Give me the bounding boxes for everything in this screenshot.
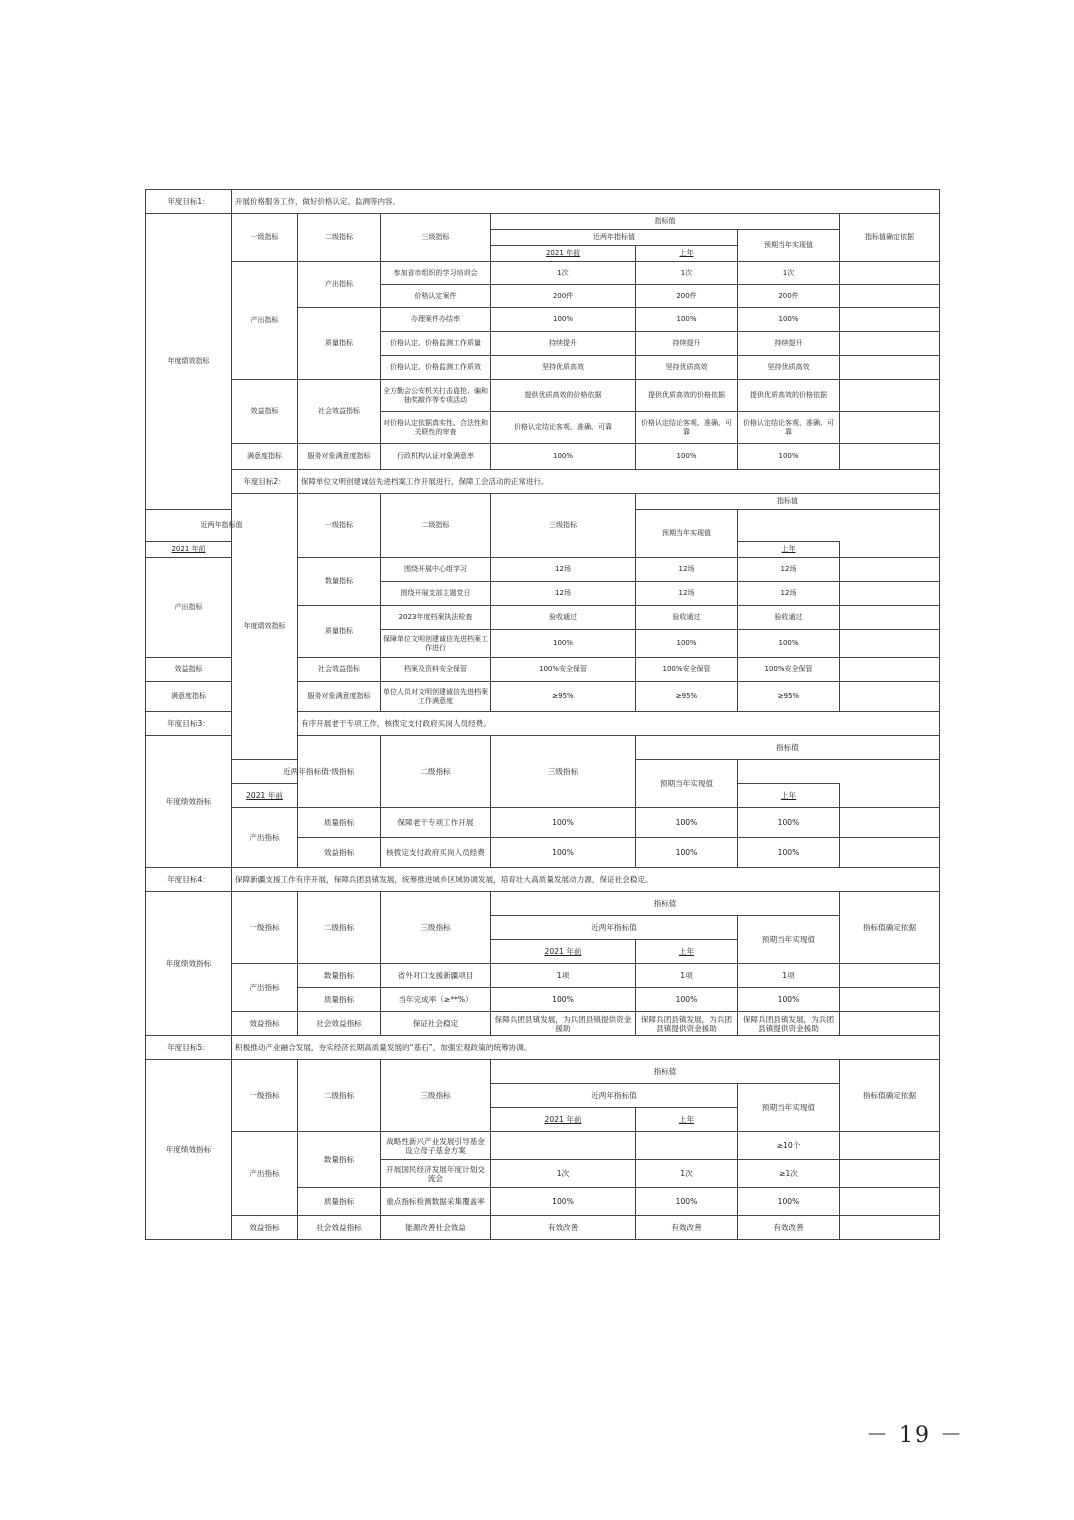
value-cell: 坚持优质高效	[491, 356, 636, 380]
goal-label: 年度目标3：	[146, 712, 232, 736]
value-cell: 验收通过	[636, 606, 738, 630]
level2-satisfaction: 服务对象满意度指标	[298, 682, 381, 712]
value-cell: 保障兵团县镇发展，为兵团县镇提供资金援助	[491, 1012, 636, 1036]
goal-text: 保障单位文明创建诚信先进档案工作开展进行，保障工会活动的正常进行。	[298, 470, 940, 494]
header-recent-two-years: 近两年指标值	[491, 230, 738, 246]
value-cell: 有效改善	[636, 1216, 738, 1240]
level1-benefit: 效益指标	[146, 658, 232, 682]
basis-cell	[840, 1160, 940, 1188]
level3-cell: 对价格认定依据真实性、合法性和关联性的审查	[381, 412, 491, 444]
value-cell: 100%	[491, 838, 636, 868]
header-expected: 预期当年实现值	[636, 510, 738, 558]
value-cell: 保障兵团县镇发展，为兵团县镇提供资金援助	[738, 1012, 840, 1036]
level2-cell: 质量指标	[298, 808, 381, 838]
basis-cell	[840, 582, 940, 606]
header-level1: 一级指标	[232, 214, 298, 262]
level2-social: 社会效益指标	[298, 380, 381, 444]
level3-cell: 参加省市组织的学习培训会	[381, 262, 491, 285]
value-cell	[636, 1132, 738, 1160]
level1-output: 产出指标	[146, 558, 232, 658]
value-cell: 有效改善	[491, 1216, 636, 1240]
level2-quality: 质量指标	[298, 308, 381, 380]
header-expected: 预期当年实现值	[738, 916, 840, 964]
basis-cell	[840, 606, 940, 630]
level3-cell: 办理案件办结率	[381, 308, 491, 332]
level2-cell: 数量指标	[298, 964, 381, 988]
value-cell: 价格认定结论客观、准确、可靠	[491, 412, 636, 444]
level3-cell: 2023年度档案执法检查	[381, 606, 491, 630]
level2-quality: 质量指标	[298, 606, 381, 658]
level2-quantity: 产出指标	[298, 262, 381, 308]
value-cell: 12场	[738, 582, 840, 606]
basis-cell	[840, 682, 940, 712]
value-cell: 100%安全保管	[636, 658, 738, 682]
header-last-year: 上年	[636, 246, 738, 262]
level3-cell: 围绕开展中心组学习	[381, 558, 491, 582]
value-cell: 100%	[738, 308, 840, 332]
level2-cell: 质量指标	[298, 988, 381, 1012]
level1-satisfaction: 满意度指标	[232, 444, 298, 470]
level3-cell: 核拨定支付政府买岗人员经费	[381, 838, 491, 868]
value-cell: 提供优质高效的价格依据	[738, 380, 840, 412]
header-year-before: 2021 年前	[146, 542, 232, 558]
header-expected: 预期当年实现值	[636, 760, 738, 808]
header-level2: 二级指标	[298, 214, 381, 262]
level3-cell: 行政机构认证对象满意率	[381, 444, 491, 470]
header-level1: 一级指标	[298, 494, 381, 558]
header-level2: 二级指标	[381, 736, 491, 808]
value-cell: ≥10个	[738, 1132, 840, 1160]
basis-cell	[840, 988, 940, 1012]
perf-indicator-label: 年度绩效指标	[146, 736, 232, 868]
level1-output: 产出指标	[232, 808, 298, 868]
header-recent-two-years: 近两年指标值	[491, 1084, 738, 1108]
value-cell: 12场	[636, 558, 738, 582]
basis-cell	[840, 838, 940, 868]
header-year-before: 2021 年前	[232, 784, 298, 808]
basis-cell	[840, 808, 940, 838]
header-level2: 二级指标	[298, 892, 381, 964]
perf-indicator-label: 年度绩效指标	[232, 494, 298, 760]
performance-table	[145, 189, 940, 1240]
basis-cell	[840, 558, 940, 582]
basis-cell	[840, 630, 940, 658]
value-cell: 坚持优质高效	[636, 356, 738, 380]
value-cell: 1次	[636, 1160, 738, 1188]
header-recent-two-years: 近两年指标值	[146, 510, 298, 542]
goal-text: 积极推动产业融合发展，夯实经济长期高质量发展的“基石”，加强宏观政策的统筹协调。	[232, 1036, 940, 1060]
header-last-year: 上年	[636, 1108, 738, 1132]
goal-text: 保障新疆支援工作有序开展，保障兵团县镇发展，统筹推进城乡区域协调发展，培育壮大高质量发展动力源，保证社会稳定。	[232, 868, 940, 892]
value-cell: 价格认定结论客观、准确、可靠	[738, 412, 840, 444]
level3-cell: 能源改善社会效益	[381, 1216, 491, 1240]
perf-indicator-label: 年度绩效指标	[146, 1060, 232, 1240]
value-cell: 100%	[738, 444, 840, 470]
value-cell: 100%	[636, 1188, 738, 1216]
level1-benefit: 效益指标	[232, 1216, 298, 1240]
value-cell: 1次	[491, 1160, 636, 1188]
header-expected: 预期当年实现值	[738, 230, 840, 262]
level3-cell: 档案及资料安全保管	[381, 658, 491, 682]
value-cell: 提供优质高效的价格依据	[491, 380, 636, 412]
value-cell: 12场	[491, 558, 636, 582]
value-cell: 100%	[491, 444, 636, 470]
level3-cell: 当年完成率（≥**%）	[381, 988, 491, 1012]
level1-benefit: 效益指标	[232, 1012, 298, 1036]
goal-row	[146, 470, 940, 494]
value-cell: 1次	[636, 262, 738, 285]
level2-social: 社会效益指标	[298, 1216, 381, 1240]
level3-cell: 保障单位文明创建诚信先进档案工作进行	[381, 630, 491, 658]
basis-cell	[840, 1188, 940, 1216]
header-level3: 三级指标	[381, 1060, 491, 1132]
value-cell: 验收通过	[491, 606, 636, 630]
level3-cell: 价格认定案件	[381, 285, 491, 308]
value-cell: 100%	[636, 838, 738, 868]
level1-output: 产出指标	[232, 1132, 298, 1216]
header-level1: 一级指标	[298, 736, 381, 808]
level3-cell: 省外对口支援新疆项目	[381, 964, 491, 988]
header-level3: 三级指标	[491, 494, 636, 558]
value-cell: 100%	[636, 808, 738, 838]
value-cell: ≥95%	[491, 682, 636, 712]
level3-cell: 围绕开展支部主题党日	[381, 582, 491, 606]
value-cell: 100%	[491, 808, 636, 838]
basis-cell	[840, 1216, 940, 1240]
value-cell: ≥95%	[738, 682, 840, 712]
value-cell: 100%	[491, 988, 636, 1012]
value-cell: 价格认定结论客观、准确、可靠	[636, 412, 738, 444]
header-indicator-value: 指标值	[636, 736, 940, 760]
value-cell: 坚持优质高效	[738, 356, 840, 380]
value-cell: 12场	[491, 582, 636, 606]
basis-cell	[840, 964, 940, 988]
value-cell	[491, 1132, 636, 1160]
basis-cell	[840, 380, 940, 412]
value-cell: 100%安全保管	[491, 658, 636, 682]
header-indicator-value: 指标值	[491, 214, 840, 230]
value-cell: 100%	[636, 988, 738, 1012]
header-level1: 一级指标	[232, 1060, 298, 1132]
value-cell: 100%	[636, 630, 738, 658]
header-year-before: 2021 年前	[491, 1108, 636, 1132]
level3-cell: 保障老干专项工作开展	[381, 808, 491, 838]
level2-quantity: 数量指标	[298, 558, 381, 606]
goal-label: 年度目标5：	[146, 1036, 232, 1060]
goal-row	[146, 868, 940, 892]
goal-label: 年度目标1：	[146, 190, 232, 214]
goal-label: 年度目标4：	[146, 868, 232, 892]
value-cell: 100%	[738, 988, 840, 1012]
level2-social: 社会效益指标	[298, 1012, 381, 1036]
header-level3: 三级指标	[381, 214, 491, 262]
value-cell: 1次	[491, 262, 636, 285]
header-basis: 指标值确定依据	[840, 1060, 940, 1132]
value-cell: 持续提升	[738, 332, 840, 356]
goal-label: 年度目标2：	[232, 470, 298, 494]
level3-cell: 单位人员对文明创建诚信先进档案工作满意度	[381, 682, 491, 712]
perf-indicator-label: 年度绩效指标	[146, 892, 232, 1036]
level1-output: 产出指标	[232, 964, 298, 1012]
header-expected: 预期当年实现值	[738, 1084, 840, 1132]
header-recent-two-years: 近两年指标值	[491, 916, 738, 940]
value-cell: 12场	[738, 558, 840, 582]
header-level3: 三级指标	[381, 892, 491, 964]
goal-row	[146, 1036, 940, 1060]
header-basis: 指标值确定依据	[840, 214, 940, 262]
goal-row	[146, 190, 940, 214]
header-recent-two-years: 近两年指标值	[232, 760, 381, 784]
header-last-year: 上年	[636, 940, 738, 964]
level1-output: 产出指标	[232, 262, 298, 380]
header-last-year: 上年	[738, 542, 840, 558]
value-cell: 1项	[491, 964, 636, 988]
basis-cell	[840, 412, 940, 444]
value-cell: 提供优质高效的价格依据	[636, 380, 738, 412]
value-cell: 验收通过	[738, 606, 840, 630]
value-cell: ≥1次	[738, 1160, 840, 1188]
level2-social: 社会效益指标	[298, 658, 381, 682]
level3-cell: 保证社会稳定	[381, 1012, 491, 1036]
basis-cell	[840, 262, 940, 285]
basis-cell	[840, 308, 940, 332]
goal-text: 有序开展老干专项工作，核拨定支付政府买岗人员经费。	[298, 712, 940, 736]
header-level2: 二级指标	[381, 494, 491, 558]
goal-text: 开展价格服务工作，做好价格认定、监测等内容。	[232, 190, 940, 214]
value-cell: 持续提升	[491, 332, 636, 356]
basis-cell	[840, 285, 940, 308]
level3-cell: 开展国民经济发展年度计划交流会	[381, 1160, 491, 1188]
value-cell: 200件	[636, 285, 738, 308]
value-cell: 100%	[738, 630, 840, 658]
value-cell: 1次	[738, 262, 840, 285]
value-cell: 100%	[491, 308, 636, 332]
level2-quantity: 数量指标	[298, 1132, 381, 1188]
level3-cell: 价格认定、价格监测工作质量	[381, 332, 491, 356]
performance-table-wrapper	[145, 189, 939, 1240]
level3-cell: 价格认定、价格监测工作质效	[381, 356, 491, 380]
basis-cell	[840, 444, 940, 470]
value-cell: 100%	[738, 808, 840, 838]
header-indicator-value: 指标值	[636, 494, 940, 510]
value-cell: 12场	[636, 582, 738, 606]
level3-cell: 全方勤会公安机关打击盗抢、骗和抽奖敲诈等专项活动	[381, 380, 491, 412]
header-basis: 指标值确定依据	[840, 892, 940, 964]
value-cell: 1项	[636, 964, 738, 988]
basis-cell	[840, 1012, 940, 1036]
page-number: － 19 －	[866, 1423, 964, 1448]
level2-cell: 效益指标	[298, 838, 381, 868]
basis-cell	[840, 658, 940, 682]
value-cell: 100%	[636, 308, 738, 332]
level2-satisfaction: 服务对象满意度指标	[298, 444, 381, 470]
value-cell: 100%	[738, 1188, 840, 1216]
value-cell: 100%	[491, 1188, 636, 1216]
value-cell: 200件	[491, 285, 636, 308]
value-cell: 100%	[491, 630, 636, 658]
basis-cell	[840, 1132, 940, 1160]
header-last-year: 上年	[738, 784, 840, 808]
value-cell: 持续提升	[636, 332, 738, 356]
header-year-before: 2021 年前	[491, 940, 636, 964]
level1-benefit: 效益指标	[232, 380, 298, 444]
value-cell: 100%	[636, 444, 738, 470]
level3-cell: 战略性新兴产业发展引导基金设立母子基金方案	[381, 1132, 491, 1160]
value-cell: 有效改善	[738, 1216, 840, 1240]
header-year-before: 2021 年前	[491, 246, 636, 262]
header-level2: 二级指标	[298, 1060, 381, 1132]
value-cell: 100%安全保管	[738, 658, 840, 682]
level1-satisfaction: 满意度指标	[146, 682, 232, 712]
header-indicator-value: 指标值	[491, 892, 840, 916]
basis-cell	[840, 356, 940, 380]
level3-cell: 重点指标检测数据采集覆盖率	[381, 1188, 491, 1216]
value-cell: 100%	[738, 838, 840, 868]
header-level3: 三级指标	[491, 736, 636, 808]
header-indicator-value: 指标值	[491, 1060, 840, 1084]
header-level1: 一级指标	[232, 892, 298, 964]
value-cell: ≥95%	[636, 682, 738, 712]
value-cell: 保障兵团县镇发展，为兵团县镇提供资金援助	[636, 1012, 738, 1036]
value-cell: 1项	[738, 964, 840, 988]
perf-indicator-label: 年度绩效指标	[146, 214, 232, 510]
level2-quality: 质量指标	[298, 1188, 381, 1216]
value-cell: 200件	[738, 285, 840, 308]
basis-cell	[840, 332, 940, 356]
